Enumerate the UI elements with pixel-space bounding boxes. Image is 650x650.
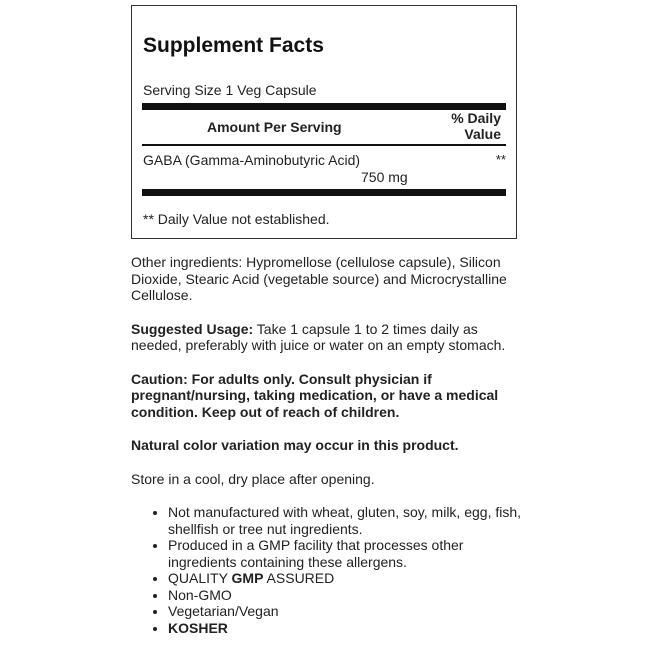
list-item: • Not manufactured with wheat, gluten, soy, milk, egg, fish, shellfish or tree nut ingredients. — [168, 504, 531, 537]
facts-title: Supplement Facts — [143, 34, 324, 57]
kosher-label: KOSHER — [168, 619, 228, 636]
list-item: • Vegetarian/Vegan — [168, 603, 531, 620]
quality-suffix: ASSURED — [263, 570, 335, 586]
usage-text: Take 1 capsule 1 to 2 times daily as needed, preferably with juice or water on an empty stomach. — [131, 320, 506, 353]
ingredient-daily-value: ** — [495, 152, 506, 167]
quality-gmp: GMP — [231, 570, 264, 586]
list-item: • Non-GMO — [168, 587, 531, 604]
ingredient-amount: 750 mg — [361, 169, 408, 185]
supplement-facts-panel — [131, 5, 517, 239]
ingredient-name: GABA (Gamma-Aminobutyric Acid) — [143, 152, 361, 168]
list-item — [168, 570, 531, 587]
usage-label: Suggested Usage: — [131, 320, 254, 337]
list-item: • Produced in a GMP facility that processes other ingredients containing these allergens. — [168, 537, 531, 570]
header-dv-line1: % Daily — [451, 110, 501, 126]
serving-size: Serving Size 1 Veg Capsule — [143, 82, 317, 98]
list-item — [168, 620, 531, 637]
feature-list — [131, 504, 531, 636]
product-info — [131, 254, 531, 636]
header-dv-line2: Value — [464, 126, 501, 142]
color-variation-note: Natural color variation may occur in this product. — [131, 437, 459, 453]
header-daily-value — [421, 110, 501, 142]
storage-instructions: Store in a cool, dry place after opening. — [131, 470, 375, 487]
quality-prefix: QUALITY — [168, 570, 232, 586]
divider-thick — [142, 103, 506, 110]
header-amount-per-serving: Amount Per Serving — [207, 119, 342, 135]
facts-footnote: ** Daily Value not established. — [143, 211, 330, 227]
caution-text: Caution: For adults only. Consult physician if pregnant/nursing, taking medication, or have a medical condition. Keep out of reach of children. — [131, 370, 499, 420]
other-ingredients: Other ingredients: Hypromellose (cellulose capsule), Silicon Dioxide, Stearic Acid (vegetable source) and Microcrystalline Cellulose. — [131, 254, 507, 303]
divider-thin — [142, 144, 506, 146]
suggested-usage — [131, 321, 531, 354]
divider-thick-bottom — [142, 189, 506, 196]
